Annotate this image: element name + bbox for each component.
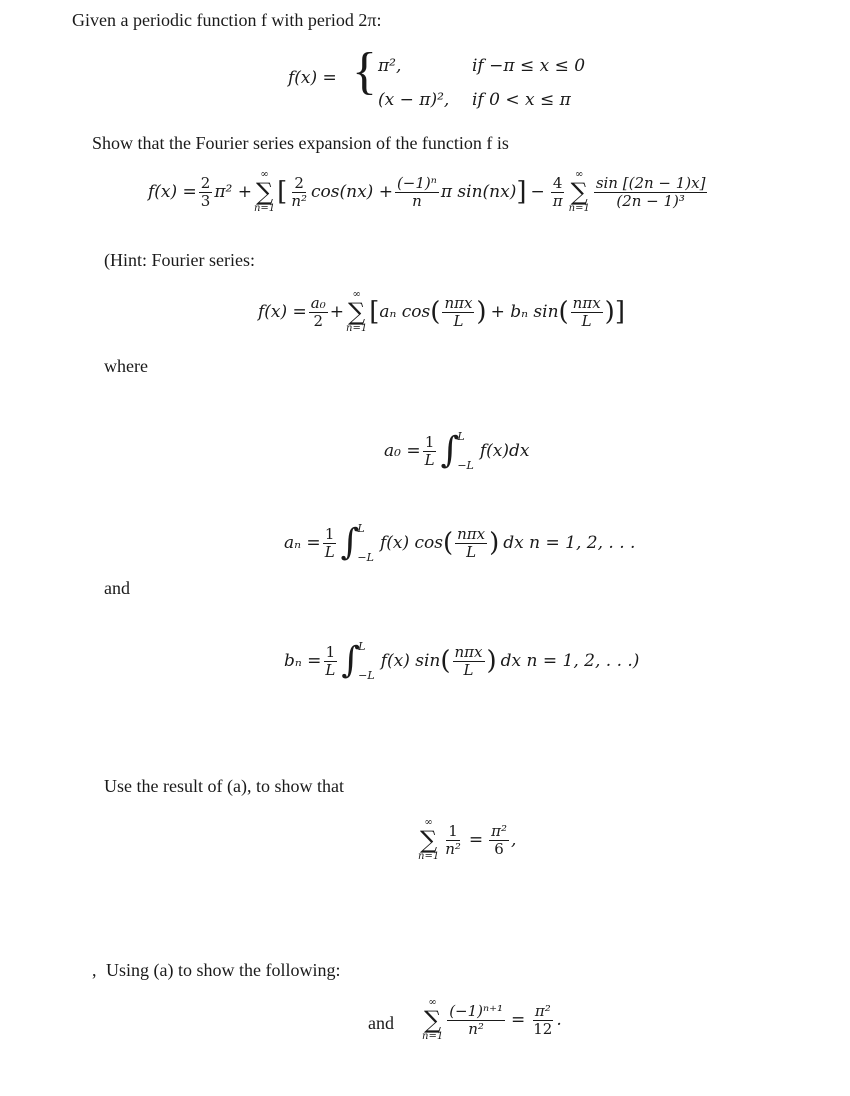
use-result-text: Use the result of (a), to show that bbox=[104, 776, 344, 796]
an-one-over-L: $\frac{1}{L}$ bbox=[324, 525, 335, 561]
an-integrand: f(x) cos bbox=[379, 533, 443, 553]
bn-tail: dx n = 1, 2, . . .) bbox=[500, 651, 640, 671]
hint-lhs: f(x) = bbox=[258, 302, 307, 322]
basel-comma: , bbox=[511, 830, 517, 850]
hint-a0-over-2: $\frac{\text{a₀}}{2}$ bbox=[310, 294, 326, 330]
alt-formula bbox=[420, 998, 562, 1042]
an-lhs: aₙ = bbox=[284, 533, 321, 553]
piecewise-brace: { bbox=[352, 43, 377, 100]
alt-eq: = bbox=[511, 1010, 526, 1030]
intro-text: Given a periodic function f with period 2π: bbox=[72, 10, 382, 30]
and-label: and bbox=[104, 578, 130, 598]
series-close-bracket: ] bbox=[516, 177, 527, 207]
alt-period: . bbox=[556, 1010, 562, 1030]
bn-formula: bₙ = $\frac{1}{L}$ ∫ L −L f(x) sin ( $\frac{\text{nπx}}{L}$ ) dx n = 1, 2, . . .) bbox=[284, 640, 640, 682]
basel-sum: ∞ ∑ n=1 bbox=[418, 817, 440, 862]
a0-lhs: a₀ = bbox=[384, 441, 421, 461]
where-label: where bbox=[104, 356, 148, 376]
hint-close-bracket: ] bbox=[614, 297, 625, 327]
an-npix-over-L: $\frac{\text{nπx}}{L}$ bbox=[457, 525, 486, 561]
series-four-over-pi: $\frac{4}{\pi}$ bbox=[552, 174, 563, 210]
hint-sum: ∞ ∑ n=1 bbox=[346, 289, 368, 334]
piecewise-case2-cond: if 0 < x ≤ π bbox=[472, 90, 571, 110]
using-text: Using (a) to show the following: bbox=[106, 960, 341, 980]
basel-one-over-nsq: $\frac{1}{\text{n²}}$ bbox=[445, 822, 461, 858]
series-two-thirds: $\frac{2}{3}$ bbox=[200, 174, 211, 210]
hint-plus: + bbox=[329, 302, 345, 322]
piecewise-case2-expr: (x − π)², bbox=[378, 90, 450, 110]
series-minus: − bbox=[530, 182, 545, 202]
series-pi-sin-term: π sin(nx) bbox=[440, 182, 517, 202]
series-pi-sq-plus: π² + bbox=[214, 182, 252, 202]
series-sin-fraction: $\frac{\sin [(2n - 1)x]}{\text{(2n − 1)³}}$ bbox=[595, 174, 706, 210]
hint-plus-bn-sin: + bₙ sin bbox=[490, 302, 559, 322]
alt-fraction: $\frac{\text{(−1)ⁿ⁺¹}}{\text{n²}}$ bbox=[449, 1002, 504, 1038]
a0-formula bbox=[384, 430, 530, 472]
piecewise-lhs: f(x) = bbox=[288, 68, 337, 88]
a0-integrand: f(x)dx bbox=[479, 441, 530, 461]
hint-formula: f(x) = $\frac{\text{a₀}}{2}$ + ∞ ∑ n=1 [ aₙ cos ( $\frac{\text{nπx}}{L}$ ) + bₙ sin ( $\frac{\text{nπx}}{L}$ ) ] bbox=[258, 289, 625, 334]
piecewise-case1-expr: π², bbox=[378, 56, 402, 76]
series-two-over-nsq: $\frac{2}{\text{n²}}$ bbox=[291, 174, 308, 210]
bn-integrand: f(x) sin bbox=[380, 651, 441, 671]
bn-one-over-L: $\frac{1}{L}$ bbox=[325, 643, 336, 679]
hint-label: (Hint: Fourier series: bbox=[104, 250, 255, 270]
hint-an-cos: aₙ cos bbox=[379, 302, 431, 322]
a0-one-over-L: $\frac{1}{L}$ bbox=[424, 433, 435, 469]
hint-npix-over-L-1: $\frac{\text{nπx}}{L}$ bbox=[444, 294, 473, 330]
alt-and: and bbox=[368, 1013, 394, 1033]
alt-pisq-over-12: $\frac{\text{π²}}{12}$ bbox=[533, 1002, 553, 1038]
bn-integral: ∫ L −L bbox=[341, 640, 375, 682]
series-open-bracket: [ bbox=[277, 177, 288, 207]
basel-pisq-over-6: $\frac{\text{π²}}{6}$ bbox=[491, 822, 507, 858]
using-text-mark: , bbox=[92, 960, 97, 980]
show-text: Show that the Fourier series expansion of the function f is bbox=[92, 133, 509, 153]
hint-open-bracket: [ bbox=[369, 297, 380, 327]
series-lhs: f(x) = bbox=[148, 182, 197, 202]
hint-npix-over-L-2: $\frac{\text{nπx}}{L}$ bbox=[572, 294, 601, 330]
series-formula bbox=[148, 170, 709, 214]
series-cos-term: cos(nx) + bbox=[311, 182, 393, 202]
bn-lhs: bₙ = bbox=[284, 651, 322, 671]
an-formula: aₙ = $\frac{1}{L}$ ∫ L −L f(x) cos ( $\frac{\text{nπx}}{L}$ ) dx n = 1, 2, . . . bbox=[284, 522, 636, 564]
a0-integral: ∫ L −L bbox=[440, 430, 474, 472]
series-sum-2: ∞ ∑ n=1 bbox=[568, 169, 590, 214]
an-integral: ∫ L −L bbox=[340, 522, 374, 564]
series-sum-1: ∞ ∑ n=1 bbox=[253, 169, 276, 214]
alt-sum: ∞ ∑ n=1 bbox=[422, 997, 444, 1042]
basel-formula bbox=[416, 818, 516, 862]
series-neg-one-over-n: $\frac{\text{(−1)ⁿ}}{n}$ bbox=[396, 174, 437, 210]
an-tail: dx n = 1, 2, . . . bbox=[503, 533, 636, 553]
piecewise-case1-cond: if −π ≤ x ≤ 0 bbox=[472, 56, 586, 76]
basel-eq: = bbox=[468, 830, 484, 850]
bn-npix-over-L: $\frac{\text{nπx}}{L}$ bbox=[454, 643, 483, 679]
